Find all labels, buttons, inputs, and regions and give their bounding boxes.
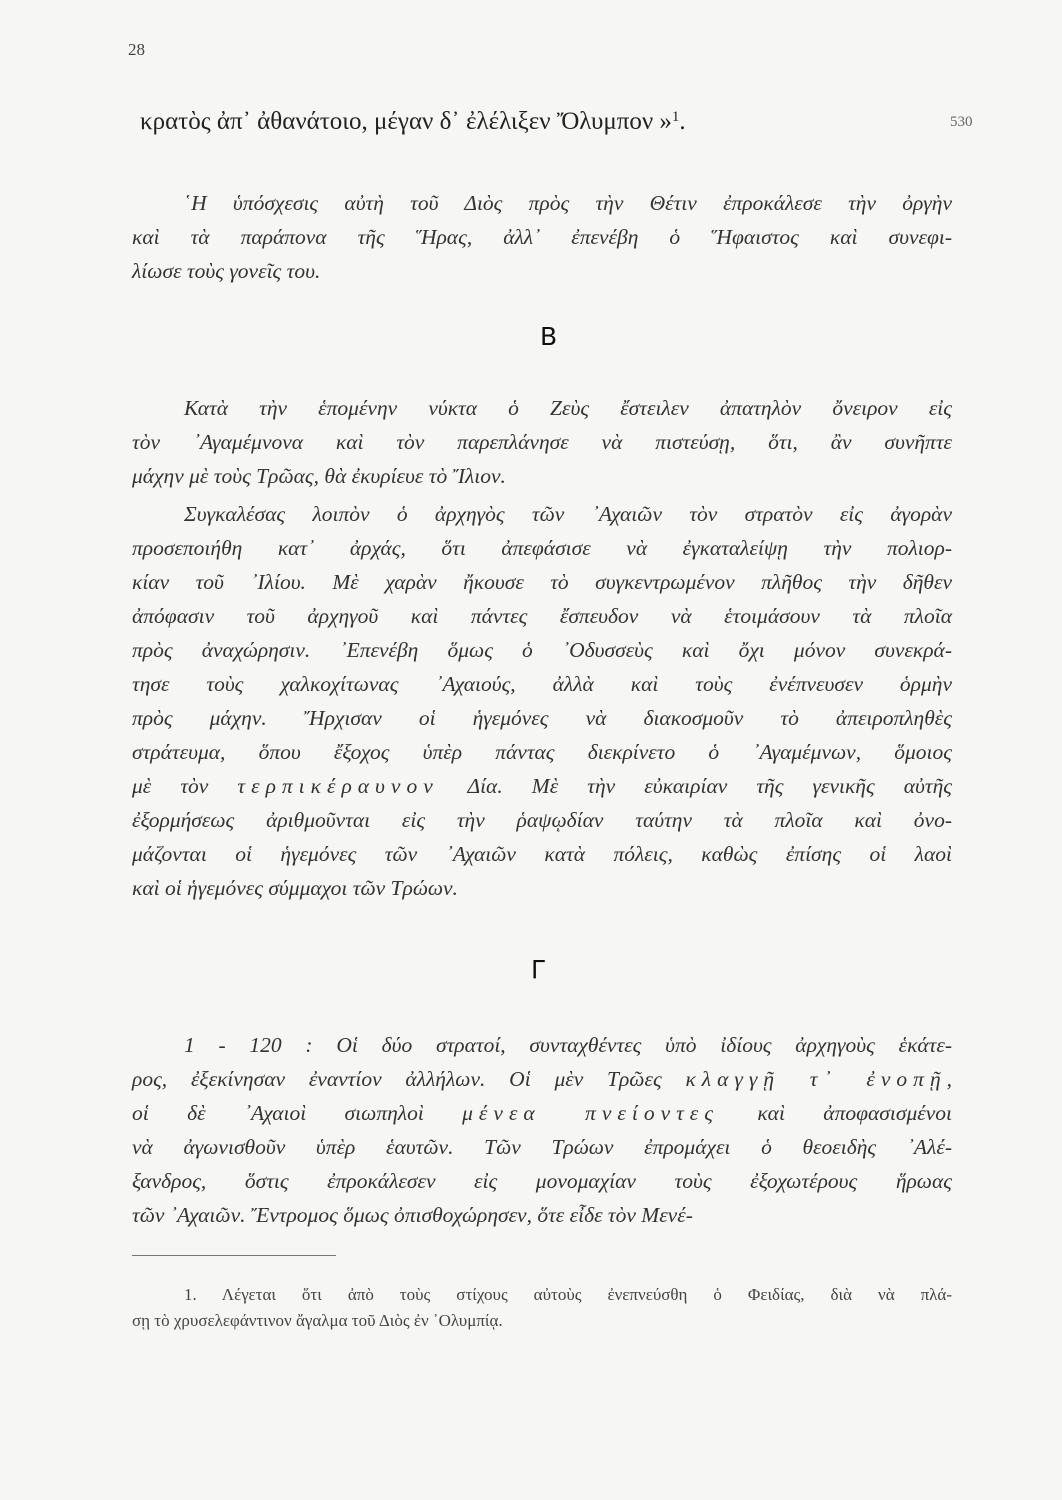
footnote-ref[interactable]: 1 [671, 109, 680, 125]
text-line: Συγκαλέσας λοιπὸν ὁ ἀρχηγὸς τῶν ᾽Αχαιῶν τὸν στρατὸν εἰς ἀγορὰν [184, 502, 952, 526]
text-line: πρὸς μάχην. Ἤρχισαν οἱ ἡγεμόνες νὰ διακοσμοῦν τὸ ἀπειροπληθὲς [132, 706, 952, 730]
paragraph-2 [132, 391, 952, 493]
footnote-separator [132, 1255, 336, 1256]
paragraph-3 [132, 497, 952, 905]
text-line: οἱ δὲ ᾽Αχαιοὶ σιωπηλοὶ μένεα πνείοντες καὶ ἀποφασισμένοι [132, 1101, 952, 1125]
text-line: τησε τοὺς χαλκοχίτωνας ᾽Αχαιούς, ἀλλὰ καὶ τοὺς ἐνέπνευσεν ὁρμὴν [132, 672, 952, 696]
spaced-emphasis: κλαγγῇ τ᾽ ἐνοπῇ [685, 1067, 947, 1091]
text-line: στράτευμα, ὅπου ἔξοχος ὑπὲρ πάντας διεκρίνετο ὁ ᾽Αγαμέμνων, ὅμοιος [132, 740, 952, 764]
spaced-emphasis: τερπικέραυνον [237, 774, 439, 798]
text-line: ρος, ἐξεκίνησαν ἐναντίον ἀλλήλων. Οἱ μὲν Τρῶες κλαγγῇ τ᾽ ἐνοπῇ, [132, 1067, 952, 1091]
text-line: ξανδρος, ὅστις ἐπροκάλεσεν εἰς μονομαχίαν τοὺς ἐξοχωτέρους ἥρωας [132, 1169, 952, 1193]
text-line: καὶ οἱ ἡγεμόνες σύμμαχοι τῶν Τρώων. [132, 876, 458, 900]
text-line: μάζονται οἱ ἡγεμόνες τῶν ᾽Αχαιῶν κατὰ πόλεις, καθὼς ἐπίσης οἱ λαοὶ [132, 842, 952, 866]
verse-text: κρατὸς ἀπ᾽ ἀθανάτοιο, μέγαν δ᾽ ἐλέλιξεν Ὄλυμπον » [140, 108, 672, 135]
paragraph-1 [132, 186, 952, 288]
section-heading-g: Γ [531, 955, 545, 984]
text-line: τὸν ᾽Αγαμέμνονα καὶ τὸν παρεπλάνησε νὰ πιστεύσῃ, ὅτι, ἂν συνῆπτε [132, 430, 952, 454]
text-line: Κατὰ τὴν ἑπομένην νύκτα ὁ Ζεὺς ἔστειλεν ἀπατηλὸν ὄνειρον εἰς [184, 396, 952, 420]
text-line: καὶ τὰ παράπονα τῆς Ἥρας, ἀλλ᾽ ἐπενέβη ὁ Ἥφαιστος καὶ συνεφι- [132, 225, 952, 249]
section-heading-b: Β [540, 322, 558, 351]
page-number: 28 [128, 40, 145, 59]
verse-end: . [679, 108, 686, 135]
text-line: νὰ ἀγωνισθοῦν ὑπὲρ ἑαυτῶν. Τῶν Τρώων ἐπρομάχει ὁ θεοειδὴς ᾽Αλέ- [132, 1135, 952, 1159]
text-line: 1. Λέγεται ὅτι ἀπὸ τοὺς στίχους αὐτοὺς ἐνεπνεύσθη ὁ Φειδίας, διὰ νὰ πλά- [184, 1285, 952, 1304]
text-line: σῃ τὸ χρυσελεφάντινον ἄγαλμα τοῦ Διὸς ἐν ᾽Ολυμπίᾳ. [132, 1311, 503, 1330]
footnote [132, 1282, 952, 1334]
text-line: μὲ τὸν τερπικέραυνον Δία. Μὲ τὴν εὐκαιρίαν τῆς γενικῆς αὐτῆς [132, 774, 952, 798]
text-line: ἐξορμήσεως ἀριθμοῦνται εἰς τὴν ῥαψῳδίαν ταύτην τὰ πλοῖα καὶ ὀνο- [132, 808, 952, 832]
verse-line-number: 530 [950, 114, 973, 130]
verse-quote [140, 108, 686, 136]
text-line: πρὸς ἀναχώρησιν. ᾽Επενέβη ὅμως ὁ ᾽Οδυσσεὺς καὶ ὄχι μόνον συνεκρά- [132, 638, 952, 662]
text-line: μάχην μὲ τοὺς Τρῶας, θὰ ἐκυρίευε τὸ Ἴλιον. [132, 464, 506, 488]
text-line: ἀπόφασιν τοῦ ἀρχηγοῦ καὶ πάντες ἔσπευδον νὰ ἑτοιμάσουν τὰ πλοῖα [132, 604, 952, 628]
text-line: 1 - 120 : Οἱ δύο στρατοί, συνταχθέντες ὑπὸ ἰδίους ἀρχηγοὺς ἑκάτε- [184, 1033, 952, 1057]
text-line: τῶν ᾽Αχαιῶν. Ἔντρομος ὅμως ὀπισθοχώρησεν, ὅτε εἶδε τὸν Μενέ- [132, 1203, 693, 1227]
text-line: ῾Η ὑπόσχεσις αὐτὴ τοῦ Διὸς πρὸς τὴν Θέτιν ἐπροκάλεσε τὴν ὀργὴν [184, 191, 952, 215]
text-line: κίαν τοῦ ᾽Ιλίου. Μὲ χαρὰν ἤκουσε τὸ συγκεντρωμένον πλῆθος τὴν δῆθεν [132, 570, 952, 594]
paragraph-4 [132, 1028, 952, 1232]
text-line: λίωσε τοὺς γονεῖς του. [132, 259, 321, 283]
text-line: προσεποιήθη κατ᾽ ἀρχάς, ὅτι ἀπεφάσισε νὰ ἐγκαταλείψῃ τὴν πολιορ- [132, 536, 952, 560]
spaced-emphasis: μένεα πνείοντες [462, 1101, 719, 1125]
